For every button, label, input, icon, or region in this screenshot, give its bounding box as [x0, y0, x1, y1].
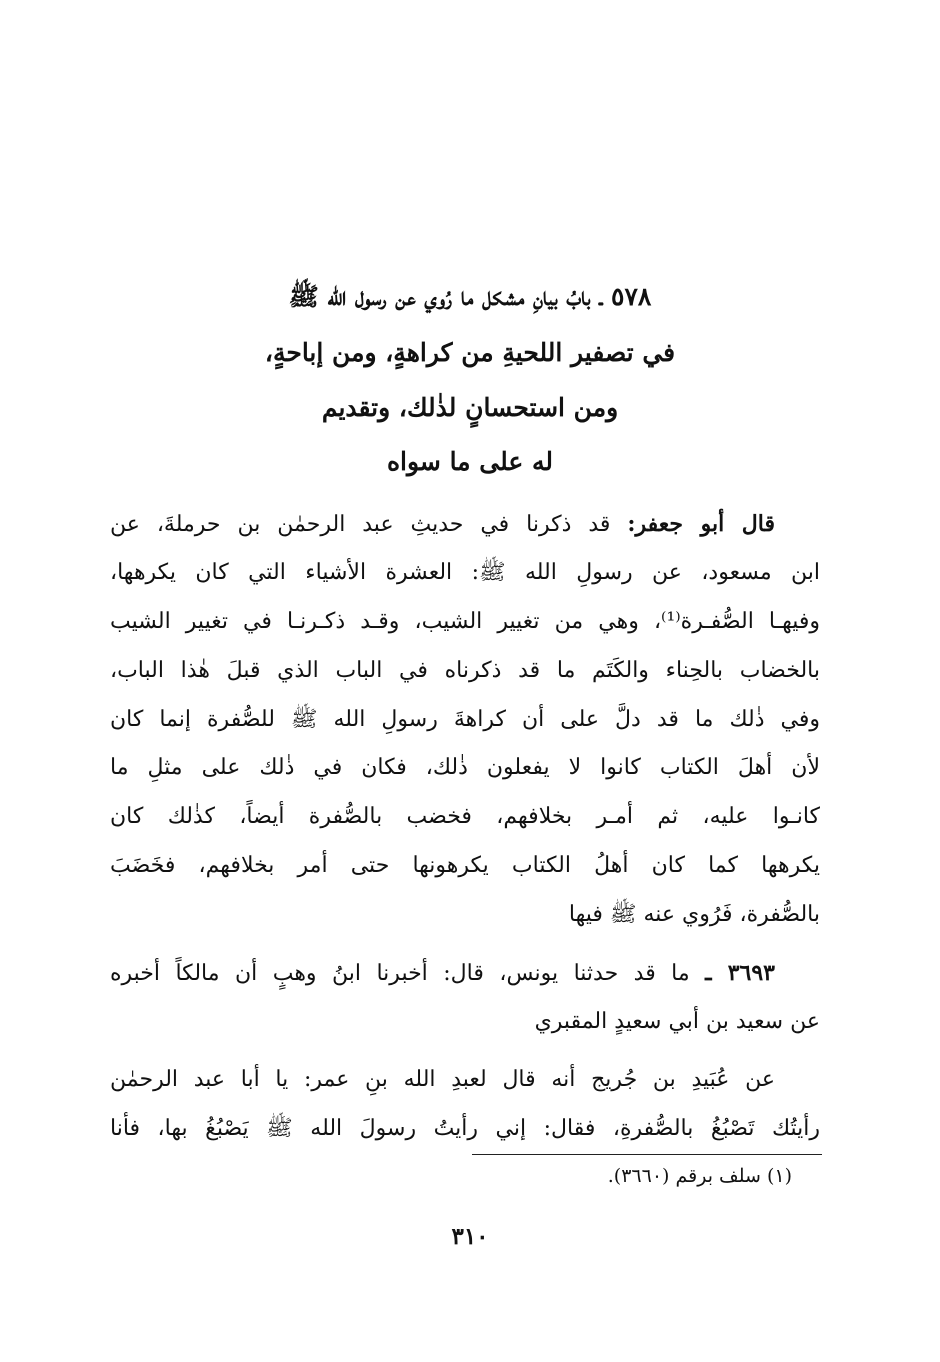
paragraph-2-line-2: رأيتُك تَصْبُغُ بالصُّفرةِ، فقال: إني رأيتُ رسولَ الله ﷺ يَصْبُغُ بها، فأنا [110, 1116, 820, 1141]
footnote: (١) سلف برقم (٣٦٦٠). [607, 1165, 792, 1187]
chapter-heading-line-4: له على ما سواه [386, 447, 554, 476]
paragraph-1-line-1 [110, 508, 820, 541]
paragraph-1-line-5: وفي ذٰلك ما قد دلَّ على أن كراهةَ رسولِ الله ﷺ للصُّفرة إنما كان [110, 707, 820, 732]
chapter-heading-line-3: ومن استحسانٍ لذٰلك، وتقديم [321, 393, 619, 422]
hadith-line-1-text: ما قد حدثنا يونس، قال: أخبرنا ابنُ وهبٍ أن مالكاً أخبره [110, 961, 690, 986]
paragraph-1-line-6: لأن أهلَ الكتاب كانوا لا يفعلون ذٰلك، فكان في ذٰلك على مثلِ ما [110, 755, 820, 780]
footnote-divider [472, 1154, 822, 1155]
speaker-label: قال أبو جعفر: [627, 511, 775, 537]
hadith-number: ٣٦٩٣ ـ [705, 960, 775, 986]
paragraph-1-line-9: بالصُّفرة، فَرُوي عنه ﷺ فيها [568, 902, 820, 927]
paragraph-1-line-7: كانـوا عليه، ثم أمـر بخلافهم، فخضب بالصُّفرة أيضاً، كذٰلك كان [110, 804, 820, 829]
paragraph-1-line-4: بالخضاب بالحِناء والكَتَم ما قد ذكرناه في الباب الذي قبلَ هٰذا الباب، [110, 658, 820, 683]
chapter-heading-line-2: في تصفير اللحيةِ من كراهةٍ، ومن إباحةٍ، [264, 338, 676, 367]
page-number: ٣١٠ [451, 1223, 489, 1250]
chapter-heading-line-1: ٥٧٨ ـ بابُ بيانِ مشكل ما رُوي عن رسول الله ﷺ [288, 282, 652, 311]
paragraph-1-line-8: يكرهها كما كان أهلُ الكتاب يكرهونها حتى أمر بخلافهم، فخَضَبَ [110, 853, 820, 878]
paragraph-1-line-3: وفيهـا الصُّفـرة⁽¹⁾، وهي من تغيير الشيب، وقـد ذكـرنـا في تغيير الشيب [110, 609, 820, 634]
paragraph-1-line-2: ابن مسعود، عن رسولِ الله ﷺ: العشرة الأشياء التي كان يكرهها، [110, 560, 820, 585]
hadith-line-1 [110, 957, 820, 990]
paragraph-2-line-1: عن عُبَيدِ بن جُريج أنه قال لعبدِ الله بنِ عمر: يا أبا عبد الرحمٰن [110, 1067, 775, 1092]
hadith-line-2: عن سعيد بن أبي سعيدٍ المقبري [534, 1009, 820, 1034]
paragraph-1-line-1-text: قد ذكرنا في حديثِ عبد الرحمٰن بن حرملةَ، عن [110, 512, 611, 537]
